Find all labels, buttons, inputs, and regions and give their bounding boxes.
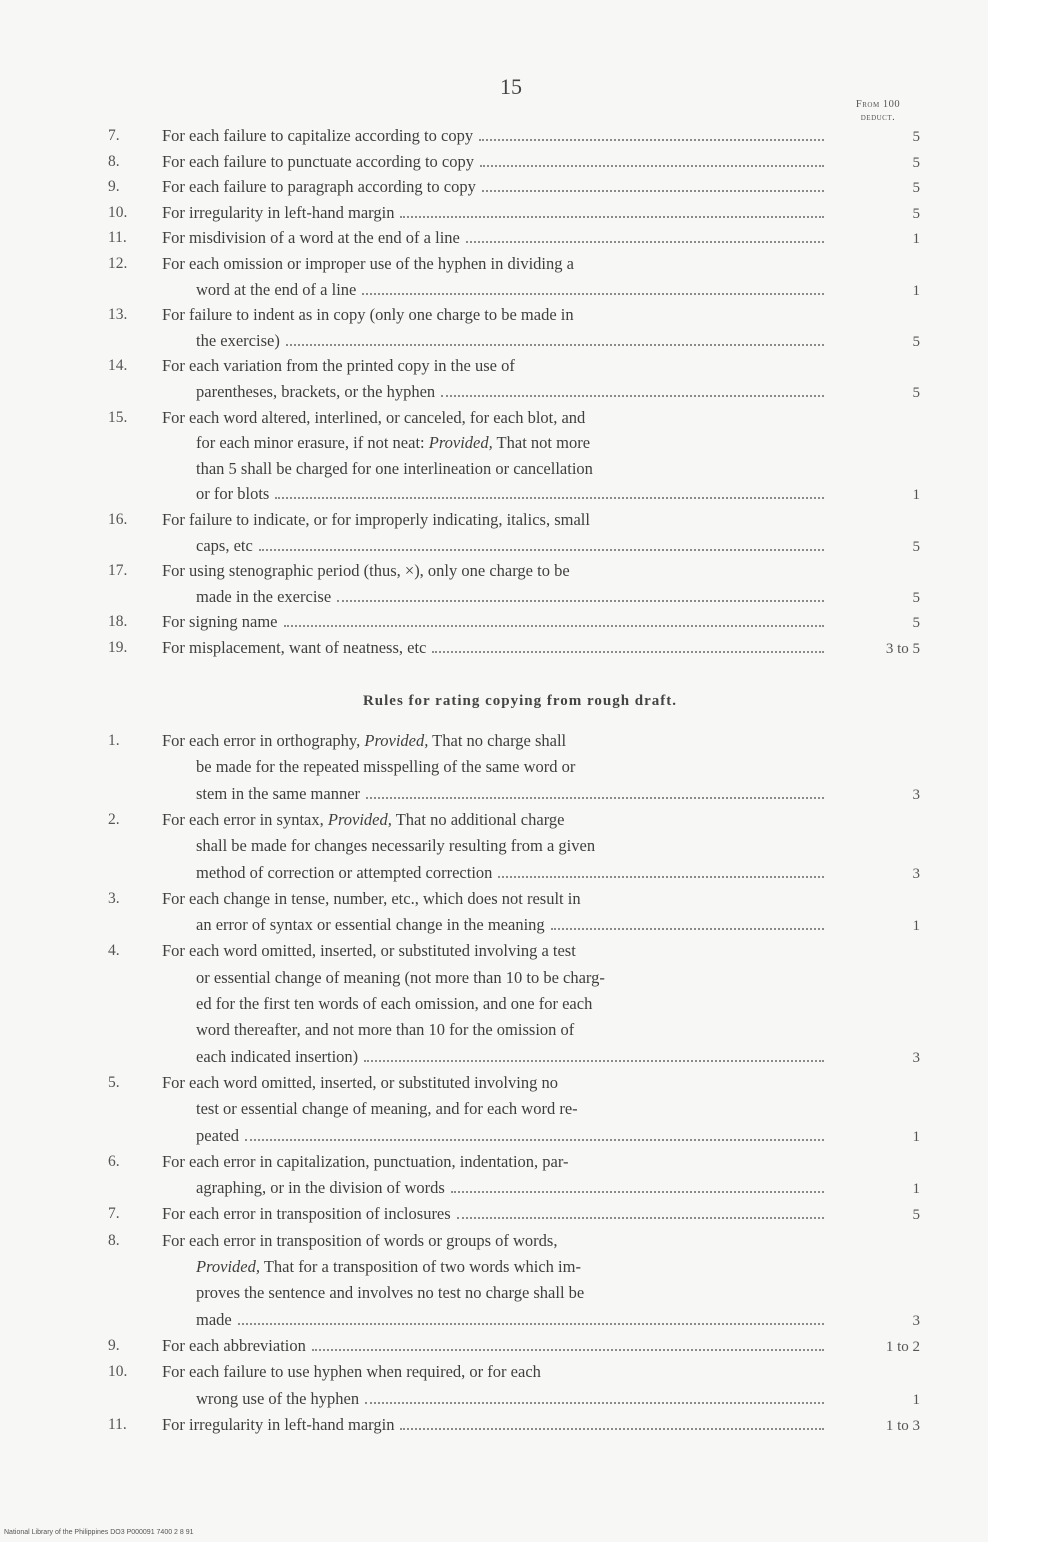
leader-dots (432, 635, 824, 653)
deduction-value: 5 (912, 333, 920, 350)
item-text: For each word omitted, inserted, or substituted involving a test (162, 941, 576, 961)
item-text-line (162, 123, 828, 149)
leader-dots (245, 1123, 824, 1141)
item-text: For signing name (162, 612, 278, 632)
item-number: 6. (108, 1152, 120, 1170)
item-number: 5. (108, 1073, 120, 1091)
deduction-value: 5 (912, 589, 920, 606)
leader-dots (457, 1201, 824, 1219)
item-text: For each error in orthography, Provided, That no charge shall (162, 731, 567, 750)
item-text-line (196, 781, 828, 807)
item-text-line (196, 991, 592, 1017)
item-text-line (162, 635, 828, 661)
item-text-line (196, 1044, 828, 1070)
leader-dots (238, 1307, 824, 1325)
item-text-line (162, 1149, 569, 1175)
item-number: 11. (108, 1415, 127, 1433)
leader-dots (451, 1175, 824, 1193)
deduction-value: 5 (912, 1207, 920, 1224)
item-text-line (162, 1333, 828, 1359)
item-text: For each error in transposition of inclosures (162, 1204, 451, 1224)
leader-dots (362, 277, 824, 295)
item-text: agraphing, or in the division of words (196, 1178, 445, 1198)
item-text-line (162, 353, 515, 379)
leader-dots (337, 584, 824, 602)
leader-dots (366, 781, 824, 799)
item-text: shall be made for changes necessarily resulting from a given (196, 836, 596, 856)
leader-dots (441, 379, 824, 397)
deduction-value: 1 (912, 918, 920, 935)
deduct-column-header (836, 98, 920, 124)
item-number: 10. (108, 203, 128, 221)
item-text: For each failure to capitalize according to copy (162, 126, 474, 145)
item-text: For failure to indicate, or for improperly indicating, italics, small (162, 510, 590, 529)
item-text-line (162, 1070, 558, 1096)
deduction-value: 3 (912, 786, 920, 803)
deduction-value: 3 (912, 865, 920, 882)
item-text-line (196, 328, 828, 354)
deduction-value: 5 (912, 154, 920, 171)
leader-dots (479, 123, 824, 141)
item-number: 8. (108, 1231, 120, 1249)
item-text-line (196, 584, 828, 610)
leader-dots (482, 174, 824, 192)
item-text: wrong use of the hyphen (196, 1388, 360, 1408)
leader-dots (275, 481, 824, 499)
item-text: word at the end of a line (196, 279, 357, 299)
item-number: 19. (108, 639, 128, 656)
item-text: For each abbreviation (162, 1335, 306, 1355)
item-text: an error of syntax or essential change in the meaning (196, 915, 545, 935)
item-text: made in the exercise (196, 586, 332, 606)
leader-dots (259, 533, 824, 551)
deduction-value: 1 (912, 1391, 920, 1408)
deduction-value: 1 (912, 487, 920, 504)
item-number: 7. (108, 1205, 120, 1223)
deduct-header-line: deduct. (860, 112, 896, 123)
item-text: parentheses, brackets, or the hyphen (196, 382, 436, 401)
item-text-line (196, 533, 828, 559)
deduction-value: 1 to 2 (885, 1338, 920, 1355)
item-text: than 5 shall be charged for one interlineation or cancellation (196, 458, 593, 478)
leader-dots (284, 609, 825, 627)
deduction-value: 1 (912, 282, 920, 299)
item-number: 16. (108, 511, 128, 528)
item-number: 17. (108, 562, 128, 580)
leader-dots (498, 860, 824, 878)
deduction-value: 1 (912, 1128, 920, 1145)
item-text-line (162, 225, 828, 251)
item-text: For each word altered, interlined, or canceled, for each blot, and (162, 407, 586, 427)
item-number: 8. (108, 152, 120, 170)
item-text-line (196, 1386, 828, 1412)
item-text-line (162, 149, 828, 175)
item-number: 13. (108, 306, 128, 324)
item-text-line (196, 965, 605, 991)
item-text-line (196, 1254, 581, 1280)
item-number: 14. (108, 357, 128, 375)
deduction-value: 5 (912, 180, 920, 197)
item-text: For misplacement, want of neatness, etc (162, 638, 427, 657)
item-text: For each failure to paragraph according to copy (162, 177, 476, 197)
item-number: 7. (108, 127, 120, 144)
item-text-line (162, 1359, 541, 1385)
item-text: each indicated insertion) (196, 1046, 359, 1066)
item-text-line (196, 1096, 578, 1122)
item-text-line (162, 174, 828, 200)
item-text-line (162, 807, 564, 833)
leader-dots (480, 149, 824, 167)
item-text-line (196, 481, 828, 507)
item-text-line (196, 860, 828, 886)
item-text: the exercise) (196, 330, 280, 350)
deduction-value: 3 (912, 1312, 920, 1329)
deduction-value: 1 (912, 231, 920, 248)
item-number: 11. (108, 229, 127, 247)
deduction-value: 5 (912, 615, 920, 632)
deduction-value: 5 (912, 129, 920, 145)
leader-dots (466, 225, 824, 243)
item-text-line (162, 507, 590, 533)
item-text: stem in the same manner (196, 783, 361, 803)
item-text: For irregularity in left-hand margin (162, 1414, 395, 1434)
item-text-line (196, 379, 828, 405)
leader-dots (400, 200, 824, 218)
item-text: be made for the repeated misspelling of the same word or (196, 757, 576, 777)
item-text: For misdivision of a word at the end of a line (162, 228, 460, 248)
item-text: For each word omitted, inserted, or substituted involving no (162, 1072, 558, 1092)
item-number: 9. (108, 178, 120, 196)
item-text-line (162, 405, 585, 431)
leader-dots (364, 1044, 824, 1062)
item-text-line (162, 1412, 828, 1438)
item-text-line (162, 609, 828, 635)
item-text: For each failure to use hyphen when required, or for each (162, 1362, 541, 1382)
item-text: For using stenographic period (thus, ×), only one charge to be (162, 561, 570, 581)
item-text-line (162, 938, 576, 964)
deduction-value: 1 to 3 (885, 1417, 920, 1434)
deduction-value: 5 (912, 538, 920, 555)
item-text: or essential change of meaning (not more than 10 to be charg- (196, 967, 605, 987)
item-text-line (196, 456, 593, 482)
deduction-value: 3 to 5 (885, 641, 920, 657)
item-text-line (196, 754, 575, 780)
item-text-line (196, 430, 590, 456)
deduction-value: 3 (912, 1049, 920, 1066)
item-text-line (196, 1123, 828, 1149)
item-text: method of correction or attempted correction (196, 862, 493, 882)
item-text: test or essential change of meaning, and for each word re- (196, 1099, 578, 1119)
item-text: Provided, That for a transposition of two words which im- (196, 1257, 581, 1276)
item-text-line (196, 912, 828, 938)
item-text-line (196, 833, 595, 859)
page-number: 15 (500, 74, 522, 99)
item-number: 4. (108, 942, 120, 960)
item-text: For each variation from the printed copy in the use of (162, 356, 515, 376)
leader-dots (312, 1333, 824, 1351)
item-text: word thereafter, and not more than 10 for the omission of (196, 1020, 575, 1040)
leader-dots (400, 1412, 824, 1430)
item-number: 18. (108, 613, 128, 631)
item-number: 10. (108, 1363, 128, 1381)
item-text: For each error in syntax, Provided, That no additional charge (162, 809, 565, 829)
item-text: For each omission or improper use of the hyphen in dividing a (162, 254, 574, 273)
deduction-value: 5 (912, 205, 920, 222)
item-text-line (196, 1017, 574, 1043)
item-number: 12. (108, 255, 128, 272)
item-number: 1. (108, 732, 120, 749)
item-text: For each failure to punctuate according to copy (162, 151, 475, 171)
item-text: for each minor erasure, if not neat: Provided, That not more (196, 433, 591, 453)
section-title: Rules for rating copying from rough draft. (362, 693, 678, 709)
item-text: caps, etc (196, 535, 253, 555)
item-text: made (196, 1309, 232, 1329)
item-text-line (196, 277, 828, 303)
item-text-line (162, 728, 566, 754)
item-text-line (162, 200, 828, 226)
leader-dots (551, 912, 824, 930)
item-text-line (196, 1175, 828, 1201)
item-text: peated (196, 1125, 240, 1145)
item-text-line (196, 1307, 828, 1333)
item-number: 3. (108, 889, 120, 907)
item-text-line (162, 886, 581, 912)
item-text: For failure to indent as in copy (only one charge to be made in (162, 305, 574, 325)
item-text-line (162, 251, 574, 277)
item-text: For each error in transposition of words or groups of words, (162, 1230, 558, 1250)
deduction-value: 5 (912, 385, 920, 401)
item-text-line (196, 1280, 584, 1306)
item-text-line (162, 302, 574, 328)
item-text: For each error in capitalization, punctuation, indentation, par- (162, 1151, 569, 1171)
item-text: For each change in tense, number, etc., which does not result in (162, 888, 581, 908)
item-text-line (162, 1201, 828, 1227)
item-text-line (162, 558, 570, 584)
item-text: ed for the first ten words of each omission, and one for each (196, 994, 593, 1013)
leader-dots (286, 328, 824, 346)
leader-dots (365, 1386, 824, 1404)
item-text: proves the sentence and involves no test no charge shall be (196, 1283, 585, 1303)
item-text: or for blots (196, 484, 270, 504)
item-text-line (162, 1228, 557, 1254)
item-number: 15. (108, 408, 128, 426)
item-number: 9. (108, 1336, 120, 1354)
library-footer: National Library of the Philippines DO3 P000091 7400 2 8 91 (4, 1529, 194, 1536)
deduct-header-line: From 100 (855, 99, 901, 110)
deduction-value: 1 (912, 1181, 920, 1198)
item-text: For irregularity in left-hand margin (162, 202, 395, 222)
item-number: 2. (108, 810, 120, 828)
